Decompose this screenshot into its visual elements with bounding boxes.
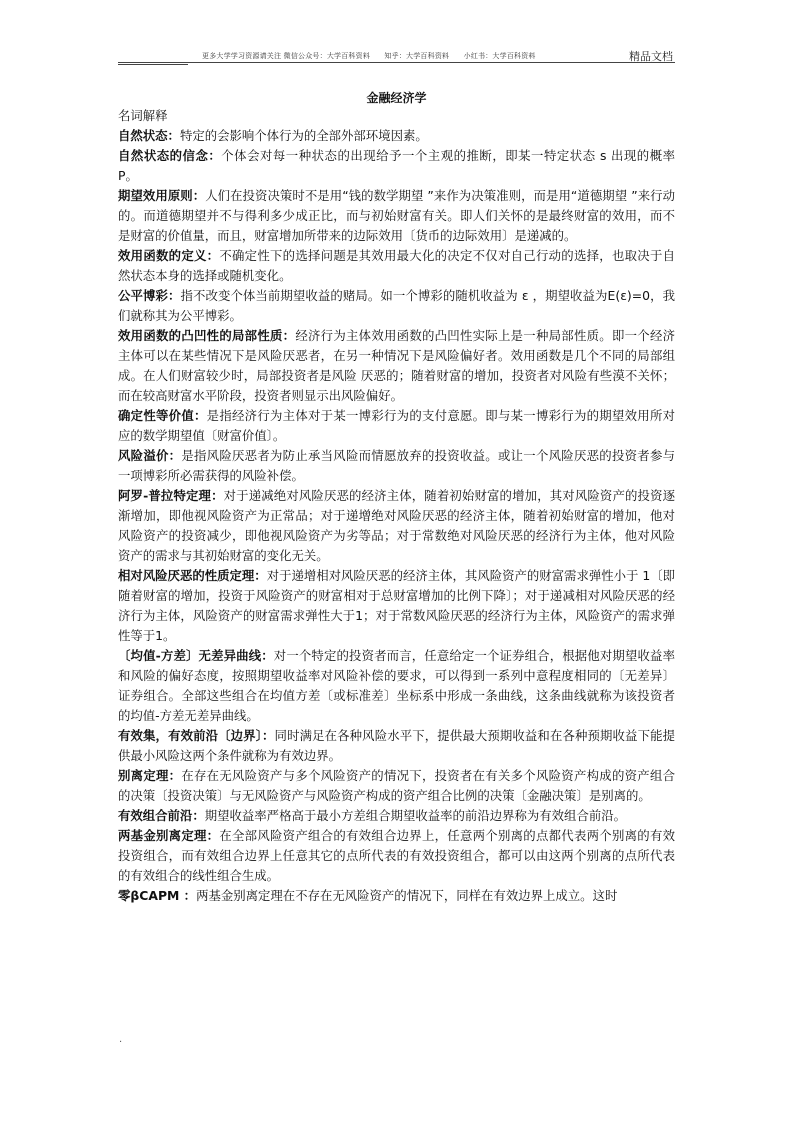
entry-definition: 人们在投资决策时不是用“钱的数学期望 ”来作为决策准则，而是用“道德期望 ”来行动的。而道德期望并不与得利多少成正比，而与初始财富有关。即人们关怀的是最终财富的效用，而不是财富的价值量，而且，财富增加所带来的边际效用〔货币的边际效用〕是递减的。 [118,188,675,243]
entry-definition: 对一个特定的投资者而言，任意给定一个证券组合，根据他对期望收益率和风险的偏好态度，按照期望收益率对风险补偿的要求，可以得到一系列中意程度相同的〔无差异〕证券组合。全部这些组合在均值方差〔或标准差〕坐标系中形成一条曲线，这条曲线就称为该投资者的均值-方差无差异曲线。 [118,648,675,723]
entry [118,886,675,906]
entry-term: 零βCAPM ： [118,888,197,903]
entry-term: 期望效用原则： [118,188,206,203]
document-body [118,106,675,906]
header-badge: 精品文档 [629,50,673,63]
header-divider [118,62,675,63]
entry-definition: 两基金别离定理在不存在无风险资产的情况下，同样在有效边界上成立。这时 [196,888,618,903]
entry-term: 效用函数的凸凹性的局部性质： [118,328,296,343]
entry-term: 阿罗-普拉特定理： [118,488,224,503]
section-heading: 名词解释 [118,108,168,123]
entry-definition: 特定的会影响个体行为的全部外部环境因素。 [179,128,428,143]
entry-definition: 是指风险厌恶者为防止承当风险而情愿放弃的投资收益。或让一个风险厌恶的投资者参与一项博彩所必需获得的风险补偿。 [118,448,676,483]
entry [118,286,675,326]
entry-term: 相对风险厌恶的性质定理： [118,568,267,583]
entry [118,126,675,146]
entry-definition: 在存在无风险资产与多个风险资产的情况下，投资者在有关多个风险资产构成的资产组合的决策〔投资决策〕与无风险资产与风险资产构成的资产组合比例的决策〔金融决策〕是别离的。 [118,768,676,803]
header-promo-text: 更多大学学习资源请关注 微信公众号：大学百科资料 知乎：大学百科资料 小红书：大学百科资料 [202,52,536,60]
entry-term: 有效集，有效前沿〔边界〕： [118,728,275,743]
entry [118,766,675,806]
entry-term: 别离定理： [118,768,182,783]
entry-definition: 同时满足在各种风险水平下，提供最大预期收益和在各种预期收益下能提供最小风险这两个条件就称为有效边界。 [118,728,675,763]
entry-term: 两基金别离定理： [118,828,220,843]
document-title: 金融经济学 [366,91,427,105]
entry-term: 公平博彩： [118,288,181,303]
entry-definition: 指不改变个体当前期望收益的赌局。如一个博彩的随机收益为 ε ，期望收益为E(ε)=0，我们就称其为公平博彩。 [118,288,675,323]
entry-definition: 对于递减绝对风险厌恶的经济主体，随着初始财富的增加，其对风险资产的投资逐渐增加，即他视风险资产为正常品；对于递增绝对风险厌恶的经济主体，随着初始财富的增加，他对风险资产的投资减少，即他视风险资产为劣等品；对于常数绝对风险厌恶的经济行为主体，他对风险资产的需求与其初始财富的变化无关。 [118,488,675,563]
entry-term: 〔均值-方差〕无差异曲线： [118,648,274,663]
entry-definition: 期望收益率严格高于最小方差组合期望收益率的前沿边界称为有效组合前沿。 [204,808,627,823]
entry [118,186,675,246]
page-header [118,48,675,62]
entry [118,146,675,186]
entry-term: 自然状态： [118,128,180,143]
footer-mark: . [119,1034,123,1045]
entry [118,566,675,646]
entry-term: 风险溢价： [118,448,182,463]
entry-definition: 经济行为主体效用函数的凸凹性实际上是一种局部性质。即一个经济主体可以在某些情况下是风险厌恶者，在另一种情况下是风险偏好者。效用函数是几个不同的局部组成。在人们财富较少时，局部投资者是风险 厌恶的；随着财富的增加，投资者对风险有些漠不关怀；而在较高财富水平阶段，投资者则显示出风险偏好。 [118,328,676,403]
entry [118,806,675,826]
entry [118,326,675,406]
entry-definition: 在全部风险资产组合的有效组合边界上，任意两个别离的点都代表两个别离的有效投资组合，而有效组合边界上任意其它的点所代表的有效投资组合，都可以由这两个别离的点所代表的有效组合的线性组合生成。 [118,828,676,883]
header-divider-accent [118,64,188,65]
entry [118,446,675,486]
entry-definition: 对于递增相对风险厌恶的经济主体，其风险资产的财富需求弹性小于 1〔即随着财富的增加，投资于风险资产的财富相对于总财富增加的比例下降〕；对于递减相对风险厌恶的经济行为主体，风险资产的财富需求弹性大于1；对于常数风险厌恶的经济行为主体，风险资产的需求弹性等于1。 [118,568,676,643]
entry-term: 有效组合前沿： [118,808,205,823]
entry [118,646,675,726]
entry [118,726,675,766]
entry-definition: 个体会对每一种状态的出现给予一个主观的推断，即某一特定状态 s 出现的概率 P。 [118,148,675,183]
entry [118,486,675,566]
entry [118,826,675,886]
entry [118,406,675,446]
entry-definition: 是指经济行为主体对于某一博彩行为的支付意愿。即与某一博彩行为的期望效用所对应的数学期望值〔财富价值〕。 [118,408,676,443]
entry-term: 自然状态的信念： [118,148,222,163]
entry-term: 效用函数的定义： [118,248,220,263]
entry [118,246,675,286]
entry-definition: 不确定性下的选择问题是其效用最大化的决定不仅对自己行动的选择，也取决于自然状态本身的选择或随机变化。 [118,248,676,283]
entry-term: 确定性等价值： [118,408,207,423]
